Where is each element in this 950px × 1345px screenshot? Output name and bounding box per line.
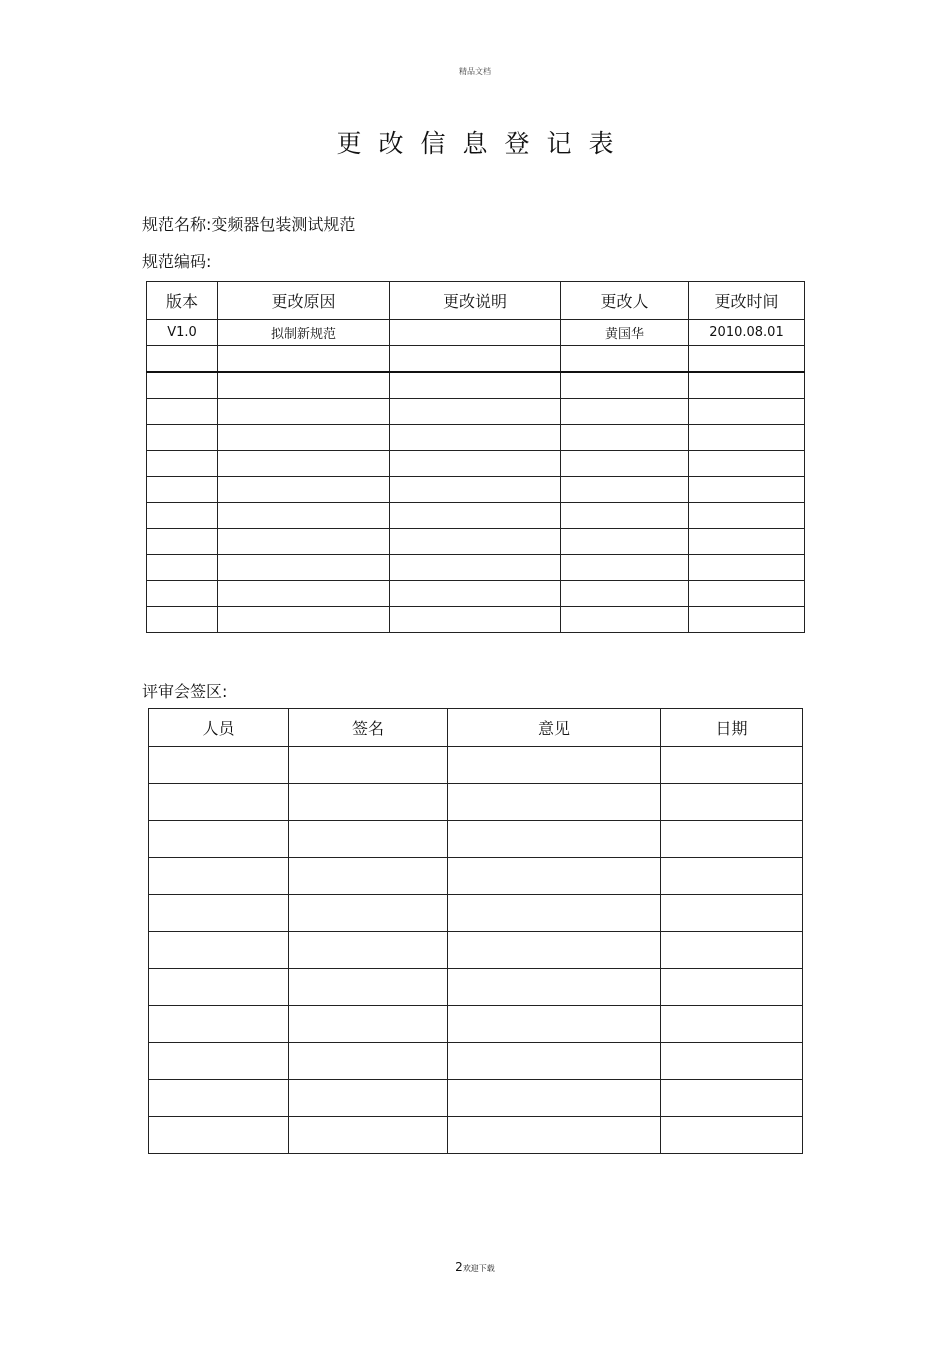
change-table-cell[interactable] (218, 477, 390, 503)
review-table-row (149, 821, 803, 858)
change-table-cell[interactable] (689, 372, 805, 399)
review-table-cell[interactable] (448, 784, 661, 821)
review-table-cell[interactable] (149, 1006, 289, 1043)
review-section-label: 评审会签区: (142, 682, 228, 701)
change-table-row (147, 477, 805, 503)
change-table-row (147, 425, 805, 451)
change-table-row (147, 607, 805, 633)
change-table-cell[interactable] (218, 607, 390, 633)
review-table-cell[interactable] (149, 969, 289, 1006)
review-table-cell[interactable] (448, 1006, 661, 1043)
change-table-row (147, 503, 805, 529)
change-table-cell[interactable] (561, 607, 689, 633)
change-table-cell[interactable] (147, 529, 218, 555)
change-table-row (147, 529, 805, 555)
review-table-cell[interactable] (149, 784, 289, 821)
change-table-cell[interactable] (218, 581, 390, 607)
change-table-cell[interactable]: 2010.08.01 (689, 320, 805, 346)
review-table-cell[interactable] (661, 1117, 803, 1154)
review-signoff-table (148, 708, 803, 1154)
review-table-row (149, 1006, 803, 1043)
change-table-cell[interactable] (689, 503, 805, 529)
review-table-cell[interactable] (448, 747, 661, 784)
review-table-cell[interactable] (661, 969, 803, 1006)
review-table-cell[interactable] (149, 1080, 289, 1117)
review-table-row (149, 969, 803, 1006)
review-table-cell[interactable] (289, 747, 448, 784)
review-table-cell[interactable] (149, 895, 289, 932)
review-table-row (149, 747, 803, 784)
change-table-cell[interactable] (390, 372, 561, 399)
review-table-cell[interactable] (289, 784, 448, 821)
change-table-header-cell: 更改时间 (689, 282, 805, 320)
change-table-cell[interactable] (218, 346, 390, 373)
footer-text: 欢迎下载 (462, 1264, 495, 1273)
change-table-cell[interactable] (218, 372, 390, 399)
change-table-cell[interactable] (147, 372, 218, 399)
review-table-cell[interactable] (149, 821, 289, 858)
change-table-cell[interactable] (390, 399, 561, 425)
page-footer (0, 1260, 950, 1274)
change-table-cell[interactable] (218, 503, 390, 529)
change-table-cell[interactable]: 拟制新规范 (218, 320, 390, 346)
change-table-cell[interactable] (689, 555, 805, 581)
review-table-cell[interactable] (149, 1043, 289, 1080)
change-table-cell[interactable] (689, 477, 805, 503)
change-table-row (147, 555, 805, 581)
review-table-cell[interactable] (149, 1117, 289, 1154)
change-table-cell[interactable] (147, 503, 218, 529)
spec-code-label: 规范编码: (142, 252, 212, 271)
review-table-cell[interactable] (661, 747, 803, 784)
change-table-cell[interactable] (390, 555, 561, 581)
review-table-cell[interactable] (289, 821, 448, 858)
change-table-cell[interactable] (689, 607, 805, 633)
change-table-cell[interactable] (561, 372, 689, 399)
review-table-cell[interactable] (448, 821, 661, 858)
review-table-cell[interactable] (289, 858, 448, 895)
change-table-cell[interactable] (390, 451, 561, 477)
review-table-cell[interactable] (661, 784, 803, 821)
spec-name-label: 规范名称: (142, 215, 212, 234)
change-table-row (147, 346, 805, 373)
review-table-cell[interactable] (448, 932, 661, 969)
change-table-cell[interactable] (147, 607, 218, 633)
change-table-cell[interactable] (390, 320, 561, 346)
change-table-cell[interactable] (561, 346, 689, 373)
change-table-header-cell: 更改原因 (218, 282, 390, 320)
header-note: 精品文档 (459, 67, 491, 76)
review-table-cell[interactable] (289, 1117, 448, 1154)
review-table-header-cell: 签名 (289, 709, 448, 747)
change-table-cell[interactable] (147, 425, 218, 451)
review-table-cell[interactable] (289, 932, 448, 969)
change-table-cell[interactable] (147, 477, 218, 503)
change-table-header-cell: 更改人 (561, 282, 689, 320)
review-table-header-cell: 人员 (149, 709, 289, 747)
review-table-cell[interactable] (149, 747, 289, 784)
change-table-cell[interactable] (561, 555, 689, 581)
change-table-cell[interactable] (390, 607, 561, 633)
change-table-cell[interactable] (561, 581, 689, 607)
change-table-cell[interactable] (689, 346, 805, 373)
review-table-cell[interactable] (149, 932, 289, 969)
change-table-cell[interactable] (390, 346, 561, 373)
change-table-cell[interactable] (561, 477, 689, 503)
review-table-cell[interactable] (661, 932, 803, 969)
page-number: 2 (455, 1260, 463, 1274)
change-table-row (147, 372, 805, 399)
change-table-cell[interactable]: V1.0 (147, 320, 218, 346)
change-table-cell[interactable] (561, 503, 689, 529)
change-table-cell[interactable] (147, 555, 218, 581)
change-table-cell[interactable] (218, 451, 390, 477)
spec-code-line (142, 249, 211, 272)
change-table-cell[interactable] (218, 555, 390, 581)
change-table-row (147, 399, 805, 425)
spec-name-value: 变频器包装测试规范 (211, 215, 356, 234)
change-table-cell[interactable] (147, 581, 218, 607)
review-table-cell[interactable] (448, 858, 661, 895)
change-table-cell[interactable] (390, 529, 561, 555)
review-table-cell[interactable] (448, 895, 661, 932)
change-table-cell[interactable] (689, 399, 805, 425)
review-table-cell[interactable] (289, 1080, 448, 1117)
review-table-cell[interactable] (149, 858, 289, 895)
change-table-cell[interactable] (390, 581, 561, 607)
change-table-cell[interactable] (147, 399, 218, 425)
review-table-row (149, 784, 803, 821)
change-table-cell[interactable] (561, 425, 689, 451)
change-table-cell[interactable] (689, 425, 805, 451)
change-table-cell[interactable] (218, 399, 390, 425)
review-table-row (149, 1117, 803, 1154)
review-table-cell[interactable] (661, 1043, 803, 1080)
change-table-cell[interactable] (390, 425, 561, 451)
spec-name-line (142, 212, 355, 235)
review-table-cell[interactable] (448, 1043, 661, 1080)
review-table-cell[interactable] (661, 858, 803, 895)
change-table-row (147, 581, 805, 607)
review-table-cell[interactable] (661, 1006, 803, 1043)
change-table-cell[interactable] (390, 477, 561, 503)
change-table-cell[interactable] (218, 425, 390, 451)
review-table-cell[interactable] (448, 1080, 661, 1117)
change-table-cell[interactable] (147, 346, 218, 373)
change-table-row (147, 320, 805, 346)
review-table-cell[interactable] (448, 969, 661, 1006)
review-table-header-cell: 日期 (661, 709, 803, 747)
review-table-row (149, 1080, 803, 1117)
change-table-cell[interactable] (689, 451, 805, 477)
review-table-row (149, 858, 803, 895)
review-table-cell[interactable] (289, 1043, 448, 1080)
review-table-row (149, 895, 803, 932)
review-table-header-cell: 意见 (448, 709, 661, 747)
review-table-cell[interactable] (289, 1006, 448, 1043)
review-table-cell[interactable] (289, 969, 448, 1006)
change-table-cell[interactable]: 黄国华 (561, 320, 689, 346)
change-table-header-cell: 版本 (147, 282, 218, 320)
change-table-cell[interactable] (561, 529, 689, 555)
change-table-row (147, 451, 805, 477)
change-table-cell[interactable] (689, 581, 805, 607)
review-table-cell[interactable] (661, 895, 803, 932)
change-table-header-cell: 更改说明 (390, 282, 561, 320)
review-table-cell[interactable] (661, 1080, 803, 1117)
change-table-cell[interactable] (561, 451, 689, 477)
review-table-row (149, 932, 803, 969)
change-table-cell[interactable] (390, 503, 561, 529)
change-table-cell[interactable] (561, 399, 689, 425)
change-table-cell[interactable] (218, 529, 390, 555)
review-table-cell[interactable] (448, 1117, 661, 1154)
document-title: 更改信息登记表 (336, 129, 631, 158)
review-table-cell[interactable] (289, 895, 448, 932)
change-table-cell[interactable] (147, 451, 218, 477)
review-table-row (149, 1043, 803, 1080)
change-table-cell[interactable] (689, 529, 805, 555)
review-table-cell[interactable] (661, 821, 803, 858)
change-table-header-row (147, 282, 805, 320)
change-record-table (146, 281, 805, 633)
review-table-header-row (149, 709, 803, 747)
